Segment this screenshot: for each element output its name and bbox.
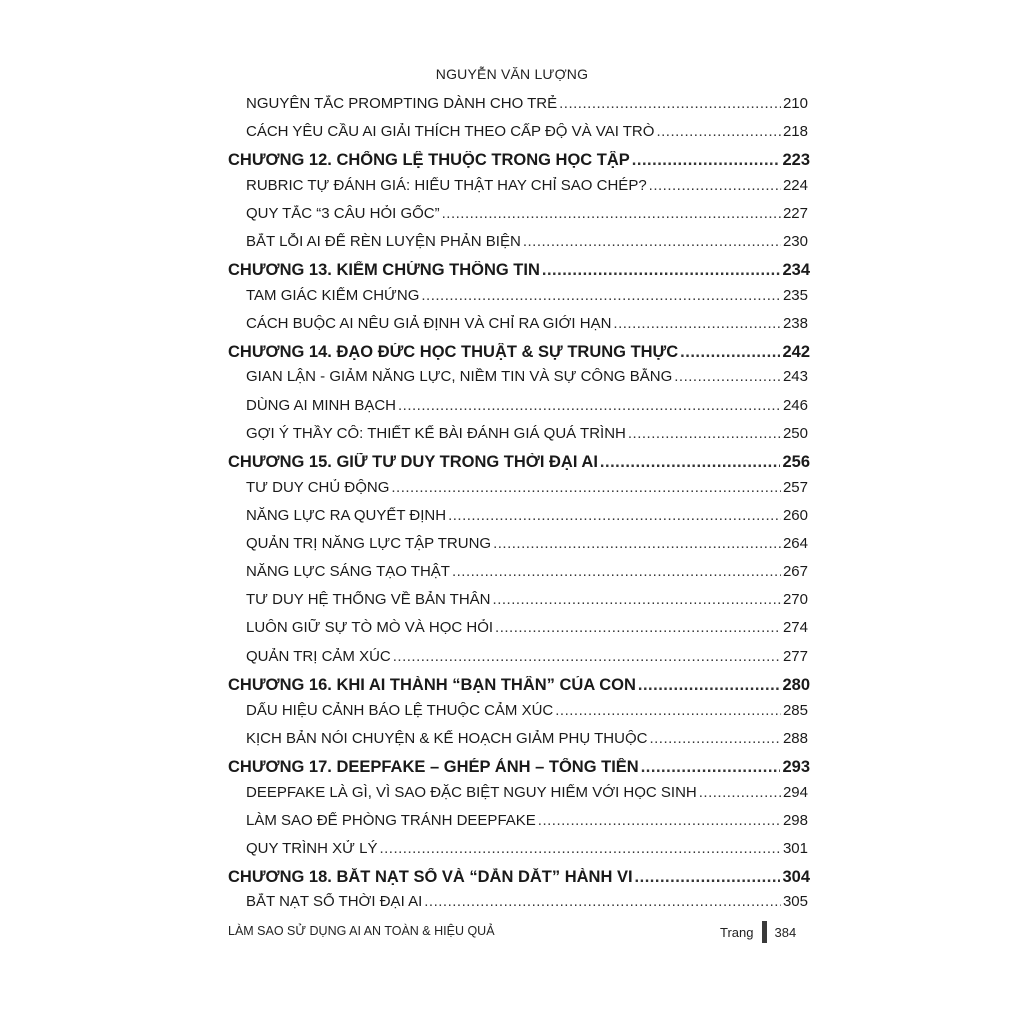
toc-entry-page: 243 [782, 368, 808, 385]
dot-leader [641, 758, 781, 777]
toc-entry-title: QUY TRÌNH XỬ LÝ [246, 840, 378, 857]
dot-leader [424, 893, 781, 910]
toc-entry-title: QUẢN TRỊ NĂNG LỰC TẬP TRUNG [246, 535, 492, 552]
dot-leader [493, 535, 781, 552]
toc-entry [246, 702, 808, 722]
toc-entry [246, 123, 808, 143]
toc-entry-page: 246 [782, 397, 808, 414]
toc-entry-page: 230 [782, 233, 808, 250]
dot-leader [649, 730, 781, 747]
dot-leader [495, 619, 781, 636]
footer-page-label: Trang [720, 924, 754, 940]
toc-entry-page: 227 [782, 205, 808, 222]
toc-chapter-15 [228, 453, 810, 475]
toc-entry [246, 730, 808, 750]
toc-entry-title: DEEPFAKE LÀ GÌ, VÌ SAO ĐẶC BIỆT NGUY HIỂM VỚI HỌC SINH [246, 784, 697, 801]
toc-entry-title: BẮT LỖI AI ĐỂ RÈN LUYỆN PHẢN BIỆN [246, 233, 521, 250]
toc-entry-title: CÁCH BUỘC AI NÊU GIẢ ĐỊNH VÀ CHỈ RA GIỚI HẠN [246, 315, 612, 332]
toc-entry-title: NGUYÊN TẮC PROMPTING DÀNH CHO TRẺ [246, 95, 558, 112]
toc-entry [246, 840, 808, 860]
toc-entry [246, 507, 808, 527]
toc-entry-title: GỢI Ý THẦY CÔ: THIẾT KẾ BÀI ĐÁNH GIÁ QUÁ TRÌNH [246, 425, 626, 442]
toc-entry-title: TƯ DUY CHỦ ĐỘNG [246, 479, 390, 496]
toc-entry-page: 305 [782, 893, 808, 910]
toc-chapter-title: CHƯƠNG 17. DEEPFAKE – GHÉP ẢNH – TỐNG TIỀN [228, 758, 639, 776]
toc-entry-page: 238 [782, 315, 808, 332]
toc-entry-page: 294 [782, 784, 808, 801]
toc-chapter-title: CHƯƠNG 12. CHỐNG LỆ THUỘC TRONG HỌC TẬP [228, 151, 630, 169]
footer-divider-bar [762, 921, 767, 943]
toc-entry [246, 619, 808, 639]
toc-entry [246, 287, 808, 307]
toc-chapter-page: 280 [782, 676, 810, 694]
toc-chapter-title: CHƯƠNG 13. KIỂM CHỨNG THÔNG TIN [228, 261, 540, 279]
toc-entry-page: 224 [782, 177, 808, 194]
toc-entry [246, 368, 808, 388]
toc-entry [246, 425, 808, 445]
toc-entry-page: 285 [782, 702, 808, 719]
dot-leader [699, 784, 781, 801]
toc-entry-title: RUBRIC TỰ ĐÁNH GIÁ: HIỂU THẬT HAY CHỈ SAO CHÉP? [246, 177, 647, 194]
toc-entry [246, 233, 808, 253]
toc-entry-page: 267 [782, 563, 808, 580]
toc-entry-page: 301 [782, 840, 808, 857]
dot-leader [628, 425, 781, 442]
toc-chapter-12 [228, 151, 810, 173]
dot-leader [635, 868, 781, 887]
toc-entry-title: LÀM SAO ĐỂ PHÒNG TRÁNH DEEPFAKE [246, 812, 536, 829]
toc-entry-page: 260 [782, 507, 808, 524]
toc-entry [246, 535, 808, 555]
toc-entry-page: 274 [782, 619, 808, 636]
toc-entry [246, 95, 808, 115]
toc-entry-page: 235 [782, 287, 808, 304]
dot-leader [649, 177, 781, 194]
toc-chapter-title: CHƯƠNG 15. GIỮ TƯ DUY TRONG THỜI ĐẠI AI [228, 453, 598, 471]
toc-chapter-page: 242 [782, 343, 810, 361]
toc-chapter-page: 304 [782, 868, 810, 886]
dot-leader [632, 151, 781, 170]
toc-entry-title: DẤU HIỆU CẢNH BÁO LỆ THUỘC CẢM XÚC [246, 702, 554, 719]
toc-entry [246, 205, 808, 225]
toc-entry-page: 277 [782, 648, 808, 665]
dot-leader [680, 343, 780, 362]
dot-leader [452, 563, 781, 580]
dot-leader [559, 95, 781, 112]
toc-chapter-title: CHƯƠNG 16. KHI AI THÀNH “BẠN THÂN” CỦA CON [228, 676, 636, 694]
toc-entry-title: DÙNG AI MINH BẠCH [246, 397, 397, 414]
toc-entry-title: BẮT NẠT SỐ THỜI ĐẠI AI [246, 893, 423, 910]
toc-entry [246, 591, 808, 611]
toc-entry-title: LUÔN GIỮ SỰ TÒ MÒ VÀ HỌC HỎI [246, 619, 494, 636]
dot-leader [393, 648, 781, 665]
toc-chapter-18 [228, 868, 810, 890]
toc-chapter-page: 223 [782, 151, 810, 169]
dot-leader [391, 479, 781, 496]
dot-leader [600, 453, 781, 472]
toc-entry-title: TAM GIÁC KIỂM CHỨNG [246, 287, 420, 304]
toc-entry [246, 648, 808, 668]
toc-entry-title: QUẢN TRỊ CẢM XÚC [246, 648, 391, 665]
dot-leader [613, 315, 781, 332]
dot-leader [674, 368, 781, 385]
toc-entry [246, 397, 808, 417]
toc-entry [246, 893, 808, 913]
dot-leader [523, 233, 781, 250]
toc-entry-page: 210 [782, 95, 808, 112]
running-head-author: NGUYỄN VĂN LƯỢNG [435, 66, 589, 82]
toc-entry-title: QUY TẮC “3 CÂU HỎI GỐC” [246, 205, 440, 222]
toc-entry-title: CÁCH YÊU CẦU AI GIẢI THÍCH THEO CẤP ĐỘ VÀ VAI TRÒ [246, 123, 655, 140]
dot-leader [448, 507, 781, 524]
toc-entry [246, 563, 808, 583]
footer-page-indicator [720, 921, 796, 943]
footer-page-number: 384 [774, 924, 797, 940]
toc-chapter-17 [228, 758, 810, 780]
dot-leader [555, 702, 781, 719]
toc-entry [246, 784, 808, 804]
toc-entry [246, 812, 808, 832]
dot-leader [421, 287, 781, 304]
toc-entry-title: KỊCH BẢN NÓI CHUYỆN & KẾ HOẠCH GIẢM PHỤ THUỘC [246, 730, 648, 747]
toc-chapter-page: 256 [782, 453, 810, 471]
toc-entry [246, 315, 808, 335]
toc-entry-page: 270 [782, 591, 808, 608]
toc-entry-page: 264 [782, 535, 808, 552]
toc-chapter-14 [228, 343, 810, 365]
footer-book-title: LÀM SAO SỬ DỤNG AI AN TOÀN & HIỆU QUẢ [228, 924, 495, 938]
toc-entry-page: 288 [782, 730, 808, 747]
dot-leader [638, 676, 781, 695]
toc-chapter-page: 234 [782, 261, 810, 279]
toc-entry-page: 218 [782, 123, 808, 140]
toc-entry-title: TƯ DUY HỆ THỐNG VỀ BẢN THÂN [246, 591, 491, 608]
dot-leader [442, 205, 781, 222]
toc-chapter-title: CHƯƠNG 18. BẮT NẠT SỐ VÀ “DẪN DẮT” HÀNH VI [228, 868, 633, 886]
toc-entry-page: 257 [782, 479, 808, 496]
toc-entry-page: 298 [782, 812, 808, 829]
toc-entry [246, 479, 808, 499]
toc-entry-title: GIAN LẬN - GIẢM NĂNG LỰC, NIỀM TIN VÀ SỰ CÔNG BẰNG [246, 368, 673, 385]
toc-entry [246, 177, 808, 197]
dot-leader [493, 591, 781, 608]
dot-leader [398, 397, 781, 414]
dot-leader [656, 123, 781, 140]
toc-entry-title: NĂNG LỰC RA QUYẾT ĐỊNH [246, 507, 447, 524]
dot-leader [379, 840, 781, 857]
toc-chapter-page: 293 [782, 758, 810, 776]
toc-entry-title: NĂNG LỰC SÁNG TẠO THẬT [246, 563, 450, 580]
dot-leader [542, 261, 781, 280]
toc-chapter-16 [228, 676, 810, 698]
toc-entry-page: 250 [782, 425, 808, 442]
dot-leader [538, 812, 781, 829]
toc-chapter-13 [228, 261, 810, 283]
toc-chapter-title: CHƯƠNG 14. ĐẠO ĐỨC HỌC THUẬT & SỰ TRUNG THỰC [228, 343, 679, 361]
